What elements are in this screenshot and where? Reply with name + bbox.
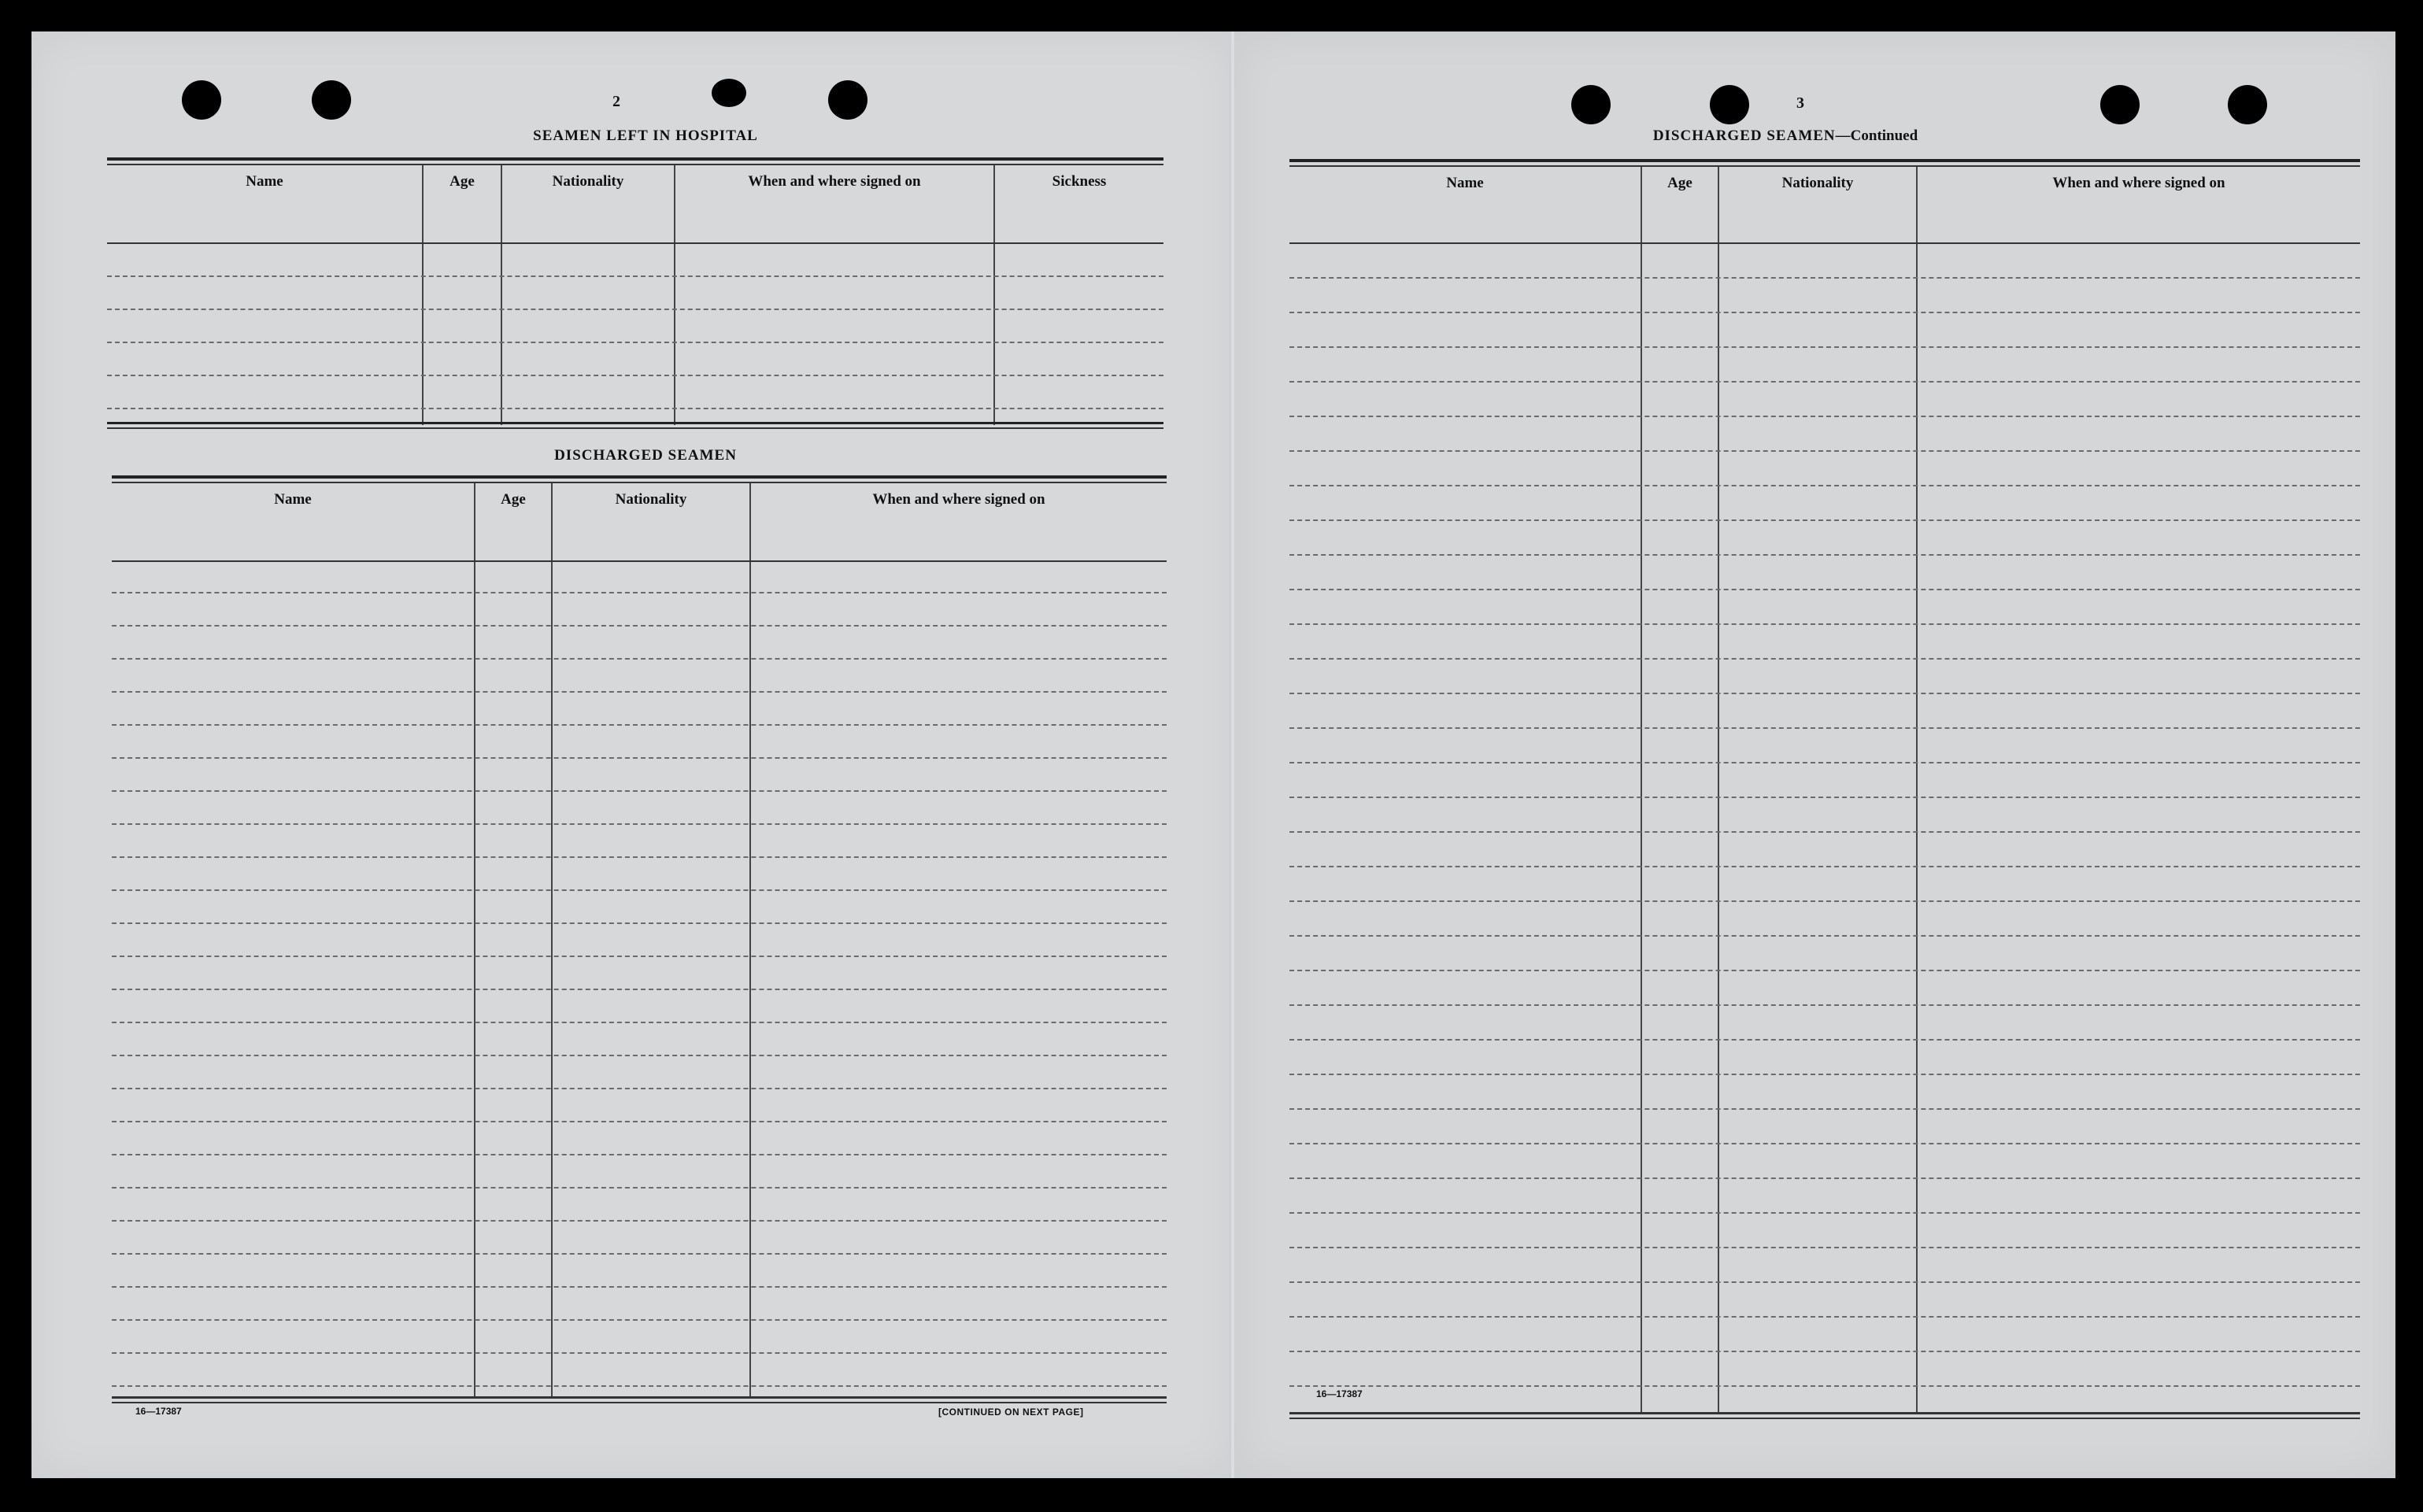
punch-hole (2100, 85, 2140, 124)
table-row (107, 275, 1163, 277)
punch-hole (1571, 85, 1611, 124)
column-divider (1916, 167, 1918, 1412)
table-row (112, 956, 1167, 957)
discharged-table (112, 483, 1167, 1396)
table-row (1289, 623, 2360, 625)
column-header-nationality: Nationality (615, 491, 687, 508)
table-row (1289, 797, 2360, 798)
hospital-section-title: SEAMEN LEFT IN HOSPITAL (533, 128, 758, 144)
table-row (1289, 1351, 2360, 1352)
table-row (112, 989, 1167, 990)
punch-hole (712, 79, 746, 107)
table-row (1289, 1177, 2360, 1179)
title-main: DISCHARGED SEAMEN (1652, 128, 1836, 144)
section-rule (112, 475, 1167, 479)
table-row (1289, 589, 2360, 590)
table-row (1289, 1074, 2360, 1075)
table-row (112, 625, 1167, 627)
punch-hole (182, 80, 221, 120)
bottom-rule (112, 1402, 1167, 1403)
discharged-continued-table (1289, 167, 2360, 1412)
column-header-age: Age (1667, 175, 1692, 191)
table-row (1289, 1039, 2360, 1041)
top-rule (1289, 159, 2360, 162)
section-rule (107, 427, 1163, 429)
column-divider (1641, 167, 1642, 1412)
column-header-name: Name (246, 173, 283, 190)
table-row (1289, 762, 2360, 763)
table-row (1289, 1212, 2360, 1214)
punch-hole (828, 80, 867, 120)
top-rule (107, 157, 1163, 161)
column-divider (501, 165, 502, 425)
table-row (107, 342, 1163, 343)
page-number: 2 (612, 93, 620, 110)
table-row (1289, 935, 2360, 937)
table-row (1289, 1247, 2360, 1248)
bottom-rule (112, 1396, 1167, 1399)
table-row (1289, 900, 2360, 902)
table-row (112, 1088, 1167, 1089)
section-rule (107, 422, 1163, 424)
table-row (112, 1154, 1167, 1155)
column-divider (422, 165, 424, 425)
table-row (112, 922, 1167, 924)
bottom-rule (1289, 1412, 2360, 1414)
column-header-name: Name (1446, 175, 1484, 191)
table-row (1289, 1004, 2360, 1006)
table-row (1289, 450, 2360, 452)
table-row (107, 408, 1163, 409)
table-row (112, 1055, 1167, 1056)
table-row (1289, 381, 2360, 383)
table-row (112, 889, 1167, 891)
column-header-age: Age (501, 491, 526, 508)
header-rule (1289, 242, 2360, 244)
table-row (1289, 277, 2360, 279)
form-code: 16—17387 (135, 1406, 182, 1417)
column-divider (474, 483, 475, 1396)
discharged-continued-title (1541, 128, 2029, 145)
table-row (1289, 1281, 2360, 1283)
table-row (112, 724, 1167, 726)
table-row (1289, 727, 2360, 729)
table-row (112, 1286, 1167, 1288)
table-row (1289, 519, 2360, 521)
table-row (112, 1187, 1167, 1189)
column-header-signed-on: When and where signed on (872, 491, 1045, 508)
table-row (112, 658, 1167, 660)
form-code: 16—17387 (1316, 1388, 1363, 1399)
column-divider (993, 165, 995, 425)
table-row (1289, 1385, 2360, 1387)
column-divider (749, 483, 751, 1396)
column-header-nationality: Nationality (1781, 175, 1854, 191)
punch-hole (312, 80, 351, 120)
header-rule (112, 560, 1167, 562)
column-header-sickness: Sickness (1052, 173, 1107, 190)
table-row (1289, 1316, 2360, 1318)
column-header-signed-on: When and where signed on (748, 173, 921, 190)
table-row (1289, 831, 2360, 833)
punch-hole (2228, 85, 2267, 124)
table-row (1289, 693, 2360, 694)
table-row (112, 790, 1167, 792)
column-divider (551, 483, 553, 1396)
table-row (1289, 312, 2360, 313)
table-row (112, 856, 1167, 858)
column-divider (1718, 167, 1719, 1412)
column-header-signed-on: When and where signed on (2052, 175, 2225, 191)
table-row (107, 375, 1163, 376)
table-row (1289, 485, 2360, 486)
table-row (112, 1121, 1167, 1122)
table-row (112, 691, 1167, 693)
table-row (112, 757, 1167, 759)
table-row (112, 1220, 1167, 1222)
column-header-name: Name (274, 491, 312, 508)
title-suffix: —Continued (1835, 128, 1918, 144)
table-row (112, 1319, 1167, 1321)
right-page (1234, 31, 2395, 1478)
table-row (1289, 866, 2360, 867)
continued-note: [CONTINUED ON NEXT PAGE] (938, 1407, 1084, 1418)
discharged-section-title: DISCHARGED SEAMEN (554, 447, 737, 464)
hospital-table (107, 165, 1163, 425)
column-header-age: Age (449, 173, 475, 190)
table-row (112, 1352, 1167, 1354)
table-row (1289, 1143, 2360, 1144)
table-row (1289, 346, 2360, 348)
table-row (1289, 658, 2360, 660)
table-row (107, 309, 1163, 310)
column-header-nationality: Nationality (552, 173, 624, 190)
table-row (1289, 970, 2360, 971)
page-number: 3 (1796, 94, 1804, 112)
table-row (1289, 416, 2360, 417)
table-row (112, 1385, 1167, 1387)
punch-hole (1710, 85, 1749, 124)
table-row (1289, 554, 2360, 556)
left-page (31, 31, 1234, 1478)
table-row (112, 592, 1167, 593)
table-row (112, 823, 1167, 825)
table-row (112, 1253, 1167, 1255)
header-rule (107, 242, 1163, 244)
bottom-rule (1289, 1418, 2360, 1419)
table-row (112, 1022, 1167, 1023)
column-divider (674, 165, 675, 425)
table-row (1289, 1108, 2360, 1110)
